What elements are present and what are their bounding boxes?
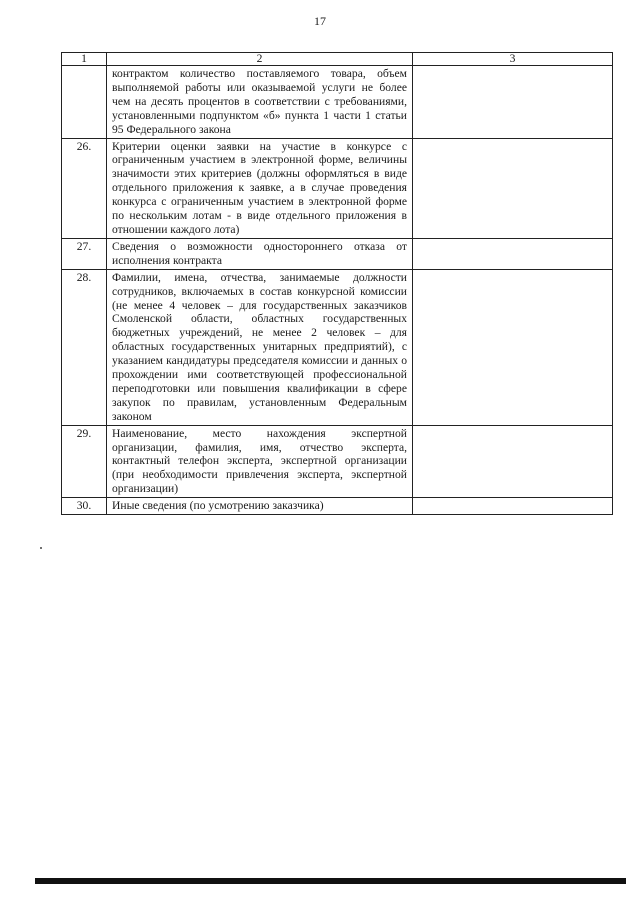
column-header-value: 3 <box>413 53 613 66</box>
row-value <box>413 498 613 515</box>
table-row <box>62 269 613 425</box>
row-number <box>62 66 107 139</box>
row-number: 30. <box>62 498 107 515</box>
row-number: 28. <box>62 269 107 425</box>
row-description: Фамилии, имена, отчества, занимаемые должности сотрудников, включаемых в состав конкурсной комиссии (не менее 4 человек – для государственных заказчиков Смоленской области, областных государственных бюджетных учреждений, не менее 2 человек – для областных государственных унитарных предприятий), с указанием кандидатуры председателя комиссии и данных о прохождении ими соответствующей профессиональной переподготовки или повышения квалификации в сфере закупок по правилам, установленным Федеральным законом <box>107 269 413 425</box>
row-value <box>413 238 613 269</box>
scan-speck <box>40 547 42 549</box>
row-value <box>413 425 613 498</box>
table-row <box>62 66 613 139</box>
row-description: Иные сведения (по усмотрению заказчика) <box>107 498 413 515</box>
row-description: контрактом количество поставляемого товара, объем выполняемой работы или оказываемой услуги не более чем на десять процентов в соответствии с требованиями, установленными подпунктом «б» пункта 1 части 1 статьи 95 Федерального закона <box>107 66 413 139</box>
row-description: Критерии оценки заявки на участие в конкурсе с ограниченным участием в электронной форме, величины значимости этих критериев (должны оформляться в виде отдельного приложения к заявке, а в случае проведения конкурса с ограниченным участием в электронной форме по нескольким лотам - в виде отдельного приложения в отношении каждого лота) <box>107 138 413 238</box>
row-description: Наименование, место нахождения экспертной организации, фамилия, имя, отчество эксперта, контактный телефон эксперта, экспертной организации (при необходимости привлечения эксперта, экспертной организации) <box>107 425 413 498</box>
table-row <box>62 425 613 498</box>
row-description: Сведения о возможности одностороннего отказа от исполнения контракта <box>107 238 413 269</box>
row-number: 26. <box>62 138 107 238</box>
table-row <box>62 498 613 515</box>
table-row <box>62 238 613 269</box>
page-number: 17 <box>314 14 326 28</box>
table-header-row <box>62 53 613 66</box>
row-number: 29. <box>62 425 107 498</box>
row-number: 27. <box>62 238 107 269</box>
requirements-table <box>61 52 613 515</box>
row-value <box>413 66 613 139</box>
column-header-description: 2 <box>107 53 413 66</box>
column-header-number: 1 <box>62 53 107 66</box>
scan-edge-bar <box>35 878 626 884</box>
table-row <box>62 138 613 238</box>
row-value <box>413 138 613 238</box>
row-value <box>413 269 613 425</box>
